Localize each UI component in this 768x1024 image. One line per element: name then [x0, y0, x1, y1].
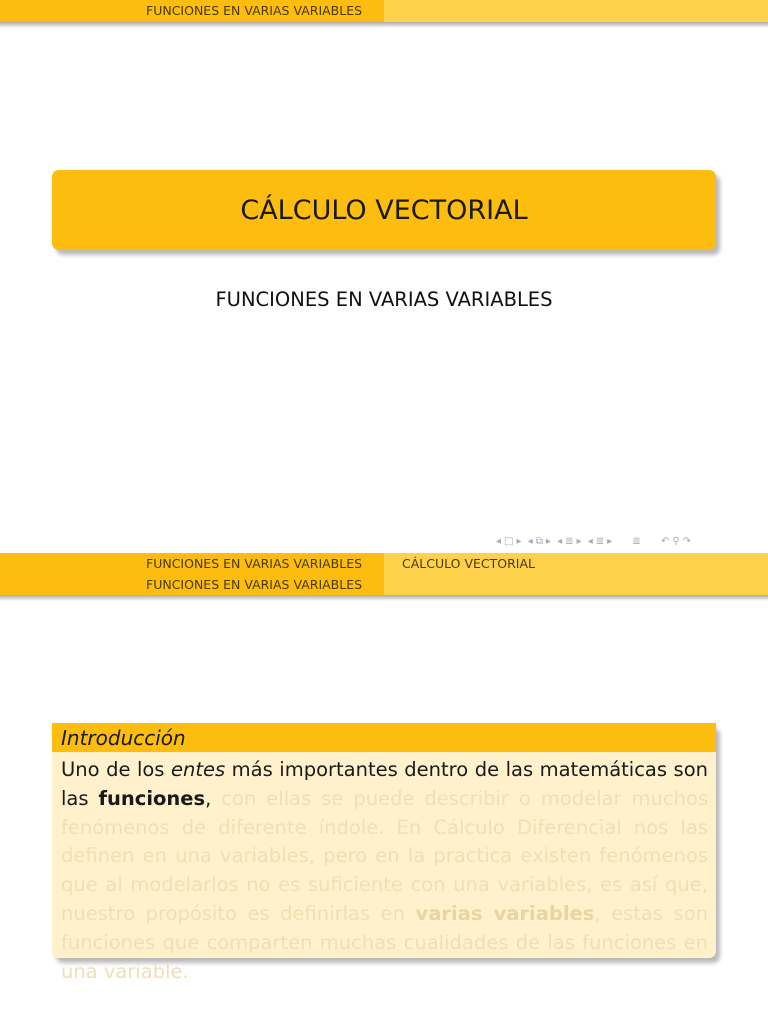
nav-left-icon[interactable]: ◂ — [557, 536, 563, 547]
header-left — [0, 0, 384, 22]
slide-intro — [0, 553, 768, 1024]
redo-icon[interactable]: ↷ — [682, 536, 692, 547]
block-title: Introducción — [52, 723, 716, 752]
subsection-icon[interactable]: ⧉ — [535, 536, 543, 547]
header-right — [384, 553, 768, 595]
header-subsection-link[interactable]: FUNCIONES EN VARIAS VARIABLES — [146, 577, 363, 592]
page-title: CÁLCULO VECTORIAL — [240, 194, 528, 226]
undo-icon[interactable]: ↶ — [660, 536, 670, 547]
nav-left-icon[interactable]: ◂ — [527, 536, 533, 547]
nav-right-icon[interactable]: ▸ — [545, 536, 551, 547]
header-shadow — [0, 22, 768, 28]
intro-block — [52, 723, 716, 983]
nav-left-icon[interactable]: ◂ — [496, 536, 502, 547]
title-block — [52, 170, 716, 250]
header-right — [384, 0, 768, 22]
header-left — [0, 553, 384, 595]
nav-right-icon[interactable]: ▸ — [607, 536, 613, 547]
doc-icon[interactable]: ≣ — [595, 536, 605, 547]
body-text: Uno de los — [61, 758, 171, 781]
header-shadow — [0, 595, 768, 601]
navigation-bar — [496, 536, 694, 550]
nav-right-icon[interactable]: ▸ — [516, 536, 522, 547]
faded-bold-term: varias variables — [415, 901, 595, 925]
toc-icon[interactable]: ≣ — [632, 536, 641, 547]
section-icon[interactable]: ≣ — [565, 536, 574, 547]
block-body — [52, 752, 716, 986]
header-bar — [0, 0, 768, 22]
header-title-link[interactable]: CÁLCULO VECTORIAL — [402, 556, 535, 571]
bold-term: funciones — [98, 786, 206, 810]
emphasis-text: entes — [170, 758, 226, 781]
page-subtitle: FUNCIONES EN VARIAS VARIABLES — [215, 288, 553, 311]
header-section-link[interactable]: FUNCIONES EN VARIAS VARIABLES — [146, 556, 363, 571]
nav-left-icon[interactable]: ◂ — [587, 536, 593, 547]
faded-body-text: con ellas se puede describir o modelar muchos fenómenos de diferente índole. En Cálculo Diferencial nos las definen en una variables, pero en la practica existen fenómenos que al modelarlos no es suficiente con una variables, es así que, nuestro propósito es definirlas en — [61, 786, 708, 925]
body-text: , — [205, 786, 212, 810]
nav-right-icon[interactable]: ▸ — [576, 536, 582, 547]
search-icon[interactable]: ⚲ — [672, 536, 680, 547]
frame-icon[interactable]: □ — [504, 536, 514, 547]
faded-text — [61, 787, 708, 983]
header-bar — [0, 553, 768, 595]
header-section-link[interactable]: FUNCIONES EN VARIAS VARIABLES — [146, 3, 363, 18]
faded-body-text: , estas son funciones que comparten muchas cualidades de las funciones en una variable. — [61, 901, 708, 983]
body-text: más importantes dentro de las matemáticas son las — [61, 758, 708, 810]
